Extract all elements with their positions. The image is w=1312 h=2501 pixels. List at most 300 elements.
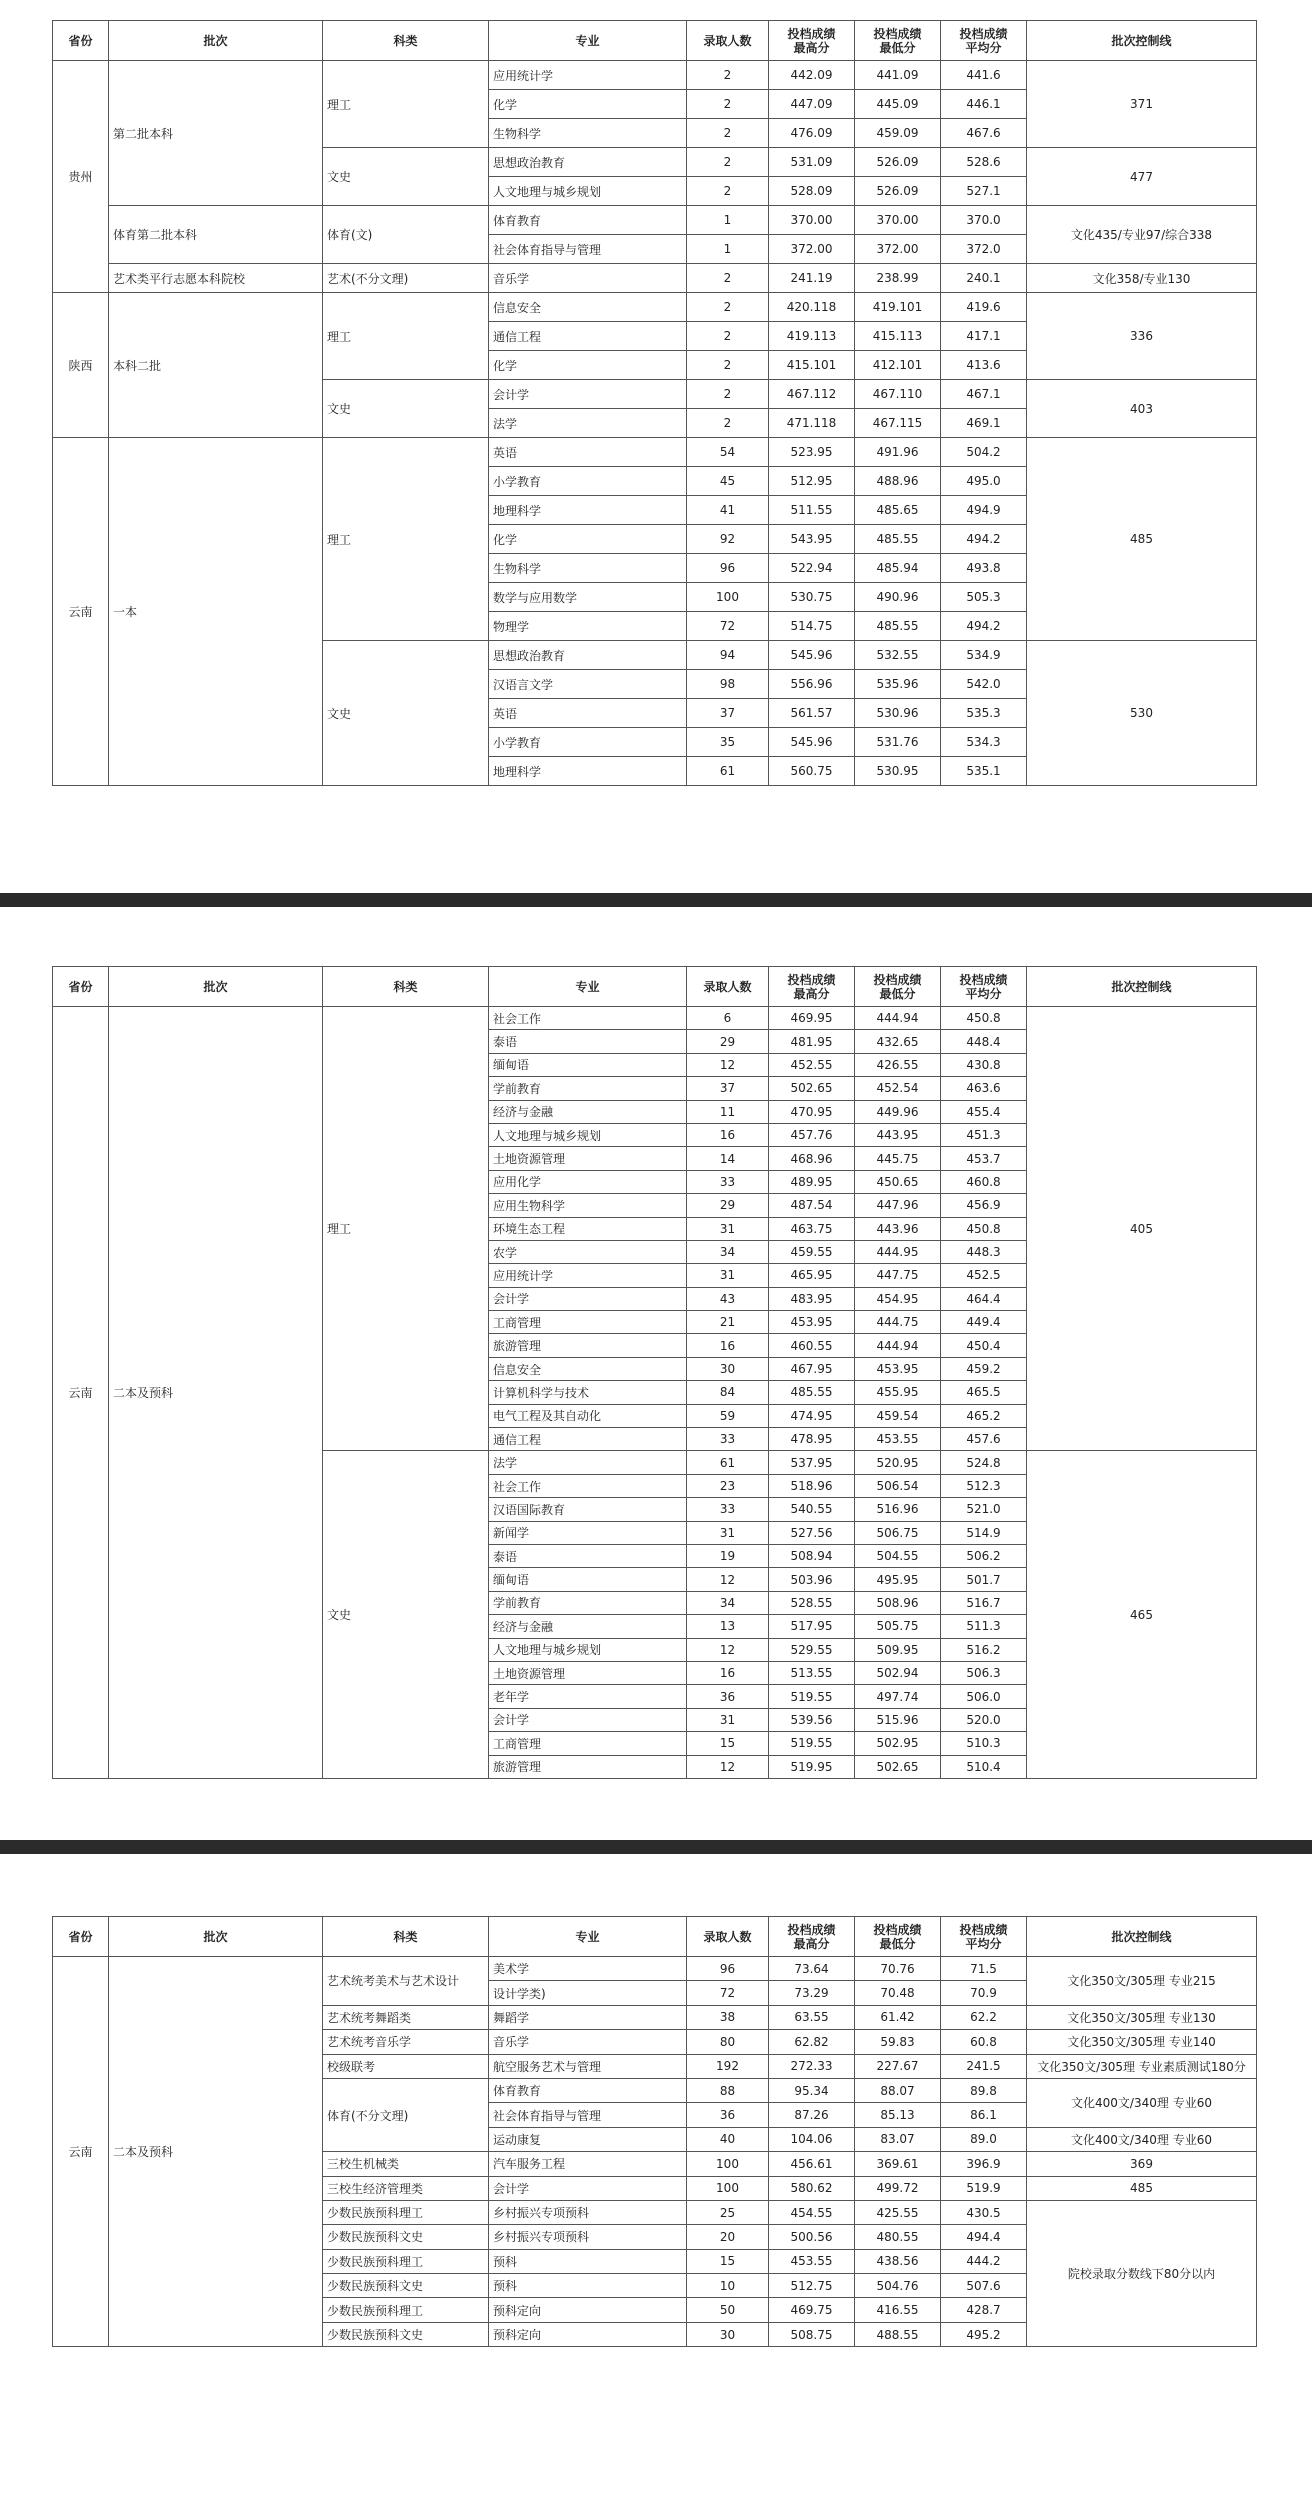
major-cell: 化学	[489, 90, 687, 119]
category-cell: 少数民族预科文史	[323, 2322, 489, 2346]
admitted-cell: 38	[687, 2005, 769, 2029]
admitted-cell: 35	[687, 728, 769, 757]
avg-cell: 493.8	[941, 554, 1027, 583]
max-cell: 485.55	[769, 1381, 855, 1404]
avg-cell: 396.9	[941, 2152, 1027, 2176]
avg-cell: 511.3	[941, 1615, 1027, 1638]
min-cell: 444.94	[855, 1007, 941, 1030]
max-cell: 87.26	[769, 2103, 855, 2127]
avg-cell: 542.0	[941, 670, 1027, 699]
avg-cell: 240.1	[941, 264, 1027, 293]
avg-cell: 510.3	[941, 1732, 1027, 1755]
header-batch: 批次	[109, 1917, 323, 1957]
avg-cell: 453.7	[941, 1147, 1027, 1170]
max-cell: 517.95	[769, 1615, 855, 1638]
major-cell: 应用统计学	[489, 1264, 687, 1287]
major-cell: 体育教育	[489, 2078, 687, 2102]
min-cell: 426.55	[855, 1053, 941, 1076]
major-cell: 音乐学	[489, 2030, 687, 2054]
max-cell: 463.75	[769, 1217, 855, 1240]
category-cell: 少数民族预科理工	[323, 2249, 489, 2273]
min-cell: 485.55	[855, 525, 941, 554]
major-cell: 会计学	[489, 380, 687, 409]
province-cell: 陕西	[53, 293, 109, 438]
max-cell: 73.64	[769, 1957, 855, 1981]
major-cell: 缅甸语	[489, 1053, 687, 1076]
avg-cell: 450.8	[941, 1007, 1027, 1030]
admitted-cell: 6	[687, 1007, 769, 1030]
avg-cell: 452.5	[941, 1264, 1027, 1287]
min-cell: 59.83	[855, 2030, 941, 2054]
header-max: 投档成绩 最高分	[769, 21, 855, 61]
max-cell: 527.56	[769, 1521, 855, 1544]
max-cell: 522.94	[769, 554, 855, 583]
max-cell: 528.55	[769, 1591, 855, 1614]
category-cell: 少数民族预科理工	[323, 2298, 489, 2322]
min-cell: 508.96	[855, 1591, 941, 1614]
major-cell: 旅游管理	[489, 1334, 687, 1357]
major-cell: 小学教育	[489, 467, 687, 496]
min-cell: 444.75	[855, 1311, 941, 1334]
max-cell: 456.61	[769, 2152, 855, 2176]
min-cell: 467.115	[855, 409, 941, 438]
admitted-cell: 31	[687, 1521, 769, 1544]
batch-cell: 二本及预科	[109, 1007, 323, 1779]
max-cell: 580.62	[769, 2176, 855, 2200]
avg-cell: 516.2	[941, 1638, 1027, 1661]
major-cell: 数学与应用数学	[489, 583, 687, 612]
admitted-cell: 14	[687, 1147, 769, 1170]
min-cell: 88.07	[855, 2078, 941, 2102]
category-cell: 艺术(不分文理)	[323, 264, 489, 293]
major-cell: 计算机科学与技术	[489, 1381, 687, 1404]
max-cell: 518.96	[769, 1474, 855, 1497]
admitted-cell: 33	[687, 1498, 769, 1521]
avg-cell: 520.0	[941, 1708, 1027, 1731]
control-line-cell: 485	[1027, 2176, 1257, 2200]
min-cell: 467.110	[855, 380, 941, 409]
avg-cell: 514.9	[941, 1521, 1027, 1544]
major-cell: 人文地理与城乡规划	[489, 177, 687, 206]
min-cell: 445.75	[855, 1147, 941, 1170]
max-cell: 476.09	[769, 119, 855, 148]
category-cell: 体育(不分文理)	[323, 2078, 489, 2151]
major-cell: 经济与金融	[489, 1615, 687, 1638]
min-cell: 372.00	[855, 235, 941, 264]
min-cell: 485.94	[855, 554, 941, 583]
min-cell: 459.09	[855, 119, 941, 148]
avg-cell: 413.6	[941, 351, 1027, 380]
header-avg: 投档成绩 平均分	[941, 1917, 1027, 1957]
control-line-cell: 文化350文/305理 专业140	[1027, 2030, 1257, 2054]
admitted-cell: 33	[687, 1170, 769, 1193]
avg-cell: 370.0	[941, 206, 1027, 235]
avg-cell: 456.9	[941, 1194, 1027, 1217]
min-cell: 419.101	[855, 293, 941, 322]
min-cell: 447.75	[855, 1264, 941, 1287]
header-province: 省份	[53, 21, 109, 61]
major-cell: 乡村振兴专项预科	[489, 2225, 687, 2249]
major-cell: 预科	[489, 2274, 687, 2298]
avg-cell: 89.8	[941, 2078, 1027, 2102]
control-line-cell: 530	[1027, 641, 1257, 786]
major-cell: 老年学	[489, 1685, 687, 1708]
header-avg: 投档成绩 平均分	[941, 967, 1027, 1007]
category-cell: 理工	[323, 293, 489, 380]
admitted-cell: 16	[687, 1661, 769, 1684]
avg-cell: 519.9	[941, 2176, 1027, 2200]
admitted-cell: 29	[687, 1030, 769, 1053]
admitted-cell: 96	[687, 554, 769, 583]
admitted-cell: 80	[687, 2030, 769, 2054]
major-cell: 化学	[489, 525, 687, 554]
control-line-cell: 文化350文/305理 专业素质测试180分	[1027, 2054, 1257, 2078]
batch-cell: 一本	[109, 438, 323, 786]
min-cell: 227.67	[855, 2054, 941, 2078]
avg-cell: 444.2	[941, 2249, 1027, 2273]
major-cell: 汉语国际教育	[489, 1498, 687, 1521]
avg-cell: 451.3	[941, 1123, 1027, 1146]
admitted-cell: 37	[687, 699, 769, 728]
header-batch: 批次	[109, 21, 323, 61]
avg-cell: 534.9	[941, 641, 1027, 670]
control-line-cell: 文化400文/340理 专业60	[1027, 2078, 1257, 2127]
avg-cell: 504.2	[941, 438, 1027, 467]
min-cell: 535.96	[855, 670, 941, 699]
header-max: 投档成绩 最高分	[769, 1917, 855, 1957]
admitted-cell: 19	[687, 1544, 769, 1567]
min-cell: 485.55	[855, 612, 941, 641]
min-cell: 520.95	[855, 1451, 941, 1474]
control-line-cell: 文化350文/305理 专业215	[1027, 1957, 1257, 2006]
major-cell: 土地资源管理	[489, 1147, 687, 1170]
admitted-cell: 100	[687, 2176, 769, 2200]
major-cell: 预科	[489, 2249, 687, 2273]
major-cell: 环境生态工程	[489, 1217, 687, 1240]
avg-cell: 62.2	[941, 2005, 1027, 2029]
category-cell: 艺术统考音乐学	[323, 2030, 489, 2054]
section-divider	[0, 1840, 1312, 1854]
max-cell: 465.95	[769, 1264, 855, 1287]
control-line-cell: 465	[1027, 1451, 1257, 1778]
control-line-cell: 文化350文/305理 专业130	[1027, 2005, 1257, 2029]
avg-cell: 459.2	[941, 1357, 1027, 1380]
max-cell: 104.06	[769, 2127, 855, 2151]
min-cell: 450.65	[855, 1170, 941, 1193]
category-cell: 文史	[323, 380, 489, 438]
control-line-cell: 369	[1027, 2152, 1257, 2176]
major-cell: 会计学	[489, 2176, 687, 2200]
header-control-line: 批次控制线	[1027, 21, 1257, 61]
batch-cell: 艺术类平行志愿本科院校	[109, 264, 323, 293]
header-admitted: 录取人数	[687, 967, 769, 1007]
avg-cell: 460.8	[941, 1170, 1027, 1193]
max-cell: 561.57	[769, 699, 855, 728]
max-cell: 459.55	[769, 1240, 855, 1263]
min-cell: 61.42	[855, 2005, 941, 2029]
min-cell: 530.95	[855, 757, 941, 786]
min-cell: 506.75	[855, 1521, 941, 1544]
admitted-cell: 100	[687, 2152, 769, 2176]
major-cell: 社会工作	[489, 1007, 687, 1030]
min-cell: 449.96	[855, 1100, 941, 1123]
header-control-line: 批次控制线	[1027, 967, 1257, 1007]
min-cell: 531.76	[855, 728, 941, 757]
avg-cell: 501.7	[941, 1568, 1027, 1591]
avg-cell: 524.8	[941, 1451, 1027, 1474]
admitted-cell: 59	[687, 1404, 769, 1427]
admitted-cell: 1	[687, 235, 769, 264]
admitted-cell: 2	[687, 148, 769, 177]
category-cell: 理工	[323, 1007, 489, 1451]
control-line-cell: 文化435/专业97/综合338	[1027, 206, 1257, 264]
admitted-cell: 23	[687, 1474, 769, 1497]
avg-cell: 419.6	[941, 293, 1027, 322]
major-cell: 信息安全	[489, 1357, 687, 1380]
min-cell: 445.09	[855, 90, 941, 119]
min-cell: 85.13	[855, 2103, 941, 2127]
max-cell: 519.55	[769, 1685, 855, 1708]
max-cell: 511.55	[769, 496, 855, 525]
admitted-cell: 2	[687, 409, 769, 438]
max-cell: 73.29	[769, 1981, 855, 2005]
major-cell: 预科定向	[489, 2298, 687, 2322]
control-line-cell: 文化400文/340理 专业60	[1027, 2127, 1257, 2151]
header-province: 省份	[53, 1917, 109, 1957]
admitted-cell: 31	[687, 1264, 769, 1287]
major-cell: 人文地理与城乡规划	[489, 1638, 687, 1661]
avg-cell: 494.9	[941, 496, 1027, 525]
province-cell: 云南	[53, 438, 109, 786]
avg-cell: 535.3	[941, 699, 1027, 728]
avg-cell: 448.3	[941, 1240, 1027, 1263]
major-cell: 旅游管理	[489, 1755, 687, 1778]
major-cell: 通信工程	[489, 1428, 687, 1451]
batch-cell: 体育第二批本科	[109, 206, 323, 264]
control-line-cell: 403	[1027, 380, 1257, 438]
major-cell: 工商管理	[489, 1311, 687, 1334]
major-cell: 泰语	[489, 1030, 687, 1053]
max-cell: 370.00	[769, 206, 855, 235]
min-cell: 370.00	[855, 206, 941, 235]
min-cell: 504.55	[855, 1544, 941, 1567]
max-cell: 537.95	[769, 1451, 855, 1474]
max-cell: 529.55	[769, 1638, 855, 1661]
min-cell: 516.96	[855, 1498, 941, 1521]
major-cell: 化学	[489, 351, 687, 380]
major-cell: 英语	[489, 699, 687, 728]
admitted-cell: 96	[687, 1957, 769, 1981]
max-cell: 539.56	[769, 1708, 855, 1731]
admitted-cell: 98	[687, 670, 769, 699]
admitted-cell: 16	[687, 1334, 769, 1357]
major-cell: 学前教育	[489, 1077, 687, 1100]
avg-cell: 465.2	[941, 1404, 1027, 1427]
major-cell: 思想政治教育	[489, 148, 687, 177]
max-cell: 545.96	[769, 728, 855, 757]
admitted-cell: 34	[687, 1240, 769, 1263]
min-cell: 459.54	[855, 1404, 941, 1427]
max-cell: 489.95	[769, 1170, 855, 1193]
min-cell: 454.95	[855, 1287, 941, 1310]
max-cell: 419.113	[769, 322, 855, 351]
max-cell: 452.55	[769, 1053, 855, 1076]
avg-cell: 506.0	[941, 1685, 1027, 1708]
max-cell: 95.34	[769, 2078, 855, 2102]
header-min: 投档成绩 最低分	[855, 1917, 941, 1957]
min-cell: 438.56	[855, 2249, 941, 2273]
header-major: 专业	[489, 1917, 687, 1957]
major-cell: 信息安全	[489, 293, 687, 322]
admitted-cell: 12	[687, 1638, 769, 1661]
category-cell: 少数民族预科文史	[323, 2225, 489, 2249]
admitted-cell: 37	[687, 1077, 769, 1100]
max-cell: 512.95	[769, 467, 855, 496]
avg-cell: 521.0	[941, 1498, 1027, 1521]
admitted-cell: 61	[687, 1451, 769, 1474]
avg-cell: 494.2	[941, 612, 1027, 641]
avg-cell: 528.6	[941, 148, 1027, 177]
avg-cell: 450.4	[941, 1334, 1027, 1357]
header-province: 省份	[53, 967, 109, 1007]
avg-cell: 467.6	[941, 119, 1027, 148]
admitted-cell: 15	[687, 2249, 769, 2273]
max-cell: 560.75	[769, 757, 855, 786]
major-cell: 运动康复	[489, 2127, 687, 2151]
batch-cell: 二本及预科	[109, 1957, 323, 2347]
max-cell: 531.09	[769, 148, 855, 177]
admitted-cell: 50	[687, 2298, 769, 2322]
max-cell: 483.95	[769, 1287, 855, 1310]
avg-cell: 465.5	[941, 1381, 1027, 1404]
avg-cell: 495.2	[941, 2322, 1027, 2346]
min-cell: 452.54	[855, 1077, 941, 1100]
major-cell: 缅甸语	[489, 1568, 687, 1591]
category-cell: 理工	[323, 438, 489, 641]
max-cell: 471.118	[769, 409, 855, 438]
max-cell: 474.95	[769, 1404, 855, 1427]
avg-cell: 495.0	[941, 467, 1027, 496]
min-cell: 532.55	[855, 641, 941, 670]
max-cell: 502.65	[769, 1077, 855, 1100]
admitted-cell: 33	[687, 1428, 769, 1451]
max-cell: 530.75	[769, 583, 855, 612]
major-cell: 美术学	[489, 1957, 687, 1981]
admitted-cell: 30	[687, 1357, 769, 1380]
admitted-cell: 2	[687, 293, 769, 322]
category-cell: 校级联考	[323, 2054, 489, 2078]
avg-cell: 70.9	[941, 1981, 1027, 2005]
major-cell: 应用生物科学	[489, 1194, 687, 1217]
avg-cell: 463.6	[941, 1077, 1027, 1100]
major-cell: 音乐学	[489, 264, 687, 293]
min-cell: 504.76	[855, 2274, 941, 2298]
max-cell: 420.118	[769, 293, 855, 322]
admitted-cell: 41	[687, 496, 769, 525]
category-cell: 文史	[323, 148, 489, 206]
header-category: 科类	[323, 967, 489, 1007]
avg-cell: 89.0	[941, 2127, 1027, 2151]
major-cell: 地理科学	[489, 757, 687, 786]
min-cell: 488.55	[855, 2322, 941, 2346]
admitted-cell: 2	[687, 322, 769, 351]
header-avg: 投档成绩 平均分	[941, 21, 1027, 61]
major-cell: 汽车服务工程	[489, 2152, 687, 2176]
min-cell: 530.96	[855, 699, 941, 728]
avg-cell: 446.1	[941, 90, 1027, 119]
avg-cell: 448.4	[941, 1030, 1027, 1053]
category-cell: 理工	[323, 61, 489, 148]
min-cell: 502.95	[855, 1732, 941, 1755]
min-cell: 453.55	[855, 1428, 941, 1451]
min-cell: 488.96	[855, 467, 941, 496]
max-cell: 62.82	[769, 2030, 855, 2054]
major-cell: 预科定向	[489, 2322, 687, 2346]
header-min: 投档成绩 最低分	[855, 21, 941, 61]
avg-cell: 71.5	[941, 1957, 1027, 1981]
avg-cell: 457.6	[941, 1428, 1027, 1451]
control-line-cell: 371	[1027, 61, 1257, 148]
min-cell: 443.96	[855, 1217, 941, 1240]
min-cell: 485.65	[855, 496, 941, 525]
admitted-cell: 45	[687, 467, 769, 496]
min-cell: 447.96	[855, 1194, 941, 1217]
category-cell: 三校生经济管理类	[323, 2176, 489, 2200]
header-admitted: 录取人数	[687, 21, 769, 61]
min-cell: 444.94	[855, 1334, 941, 1357]
major-cell: 法学	[489, 409, 687, 438]
min-cell: 509.95	[855, 1638, 941, 1661]
major-cell: 通信工程	[489, 322, 687, 351]
max-cell: 241.19	[769, 264, 855, 293]
max-cell: 63.55	[769, 2005, 855, 2029]
province-cell: 云南	[53, 1957, 109, 2347]
min-cell: 444.95	[855, 1240, 941, 1263]
admission-table-2	[52, 966, 1256, 1779]
major-cell: 经济与金融	[489, 1100, 687, 1123]
category-cell: 少数民族预科理工	[323, 2200, 489, 2224]
max-cell: 543.95	[769, 525, 855, 554]
major-cell: 会计学	[489, 1708, 687, 1731]
avg-cell: 507.6	[941, 2274, 1027, 2298]
avg-cell: 527.1	[941, 177, 1027, 206]
admitted-cell: 30	[687, 2322, 769, 2346]
avg-cell: 469.1	[941, 409, 1027, 438]
max-cell: 513.55	[769, 1661, 855, 1684]
avg-cell: 534.3	[941, 728, 1027, 757]
max-cell: 467.95	[769, 1357, 855, 1380]
max-cell: 540.55	[769, 1498, 855, 1521]
major-cell: 人文地理与城乡规划	[489, 1123, 687, 1146]
max-cell: 508.94	[769, 1544, 855, 1567]
max-cell: 503.96	[769, 1568, 855, 1591]
avg-cell: 510.4	[941, 1755, 1027, 1778]
header-major: 专业	[489, 21, 687, 61]
header-control-line: 批次控制线	[1027, 1917, 1257, 1957]
max-cell: 545.96	[769, 641, 855, 670]
admitted-cell: 36	[687, 1685, 769, 1708]
min-cell: 83.07	[855, 2127, 941, 2151]
max-cell: 453.55	[769, 2249, 855, 2273]
admitted-cell: 72	[687, 612, 769, 641]
avg-cell: 428.7	[941, 2298, 1027, 2322]
max-cell: 500.56	[769, 2225, 855, 2249]
major-cell: 思想政治教育	[489, 641, 687, 670]
admitted-cell: 2	[687, 61, 769, 90]
min-cell: 526.09	[855, 177, 941, 206]
header-category: 科类	[323, 1917, 489, 1957]
avg-cell: 417.1	[941, 322, 1027, 351]
